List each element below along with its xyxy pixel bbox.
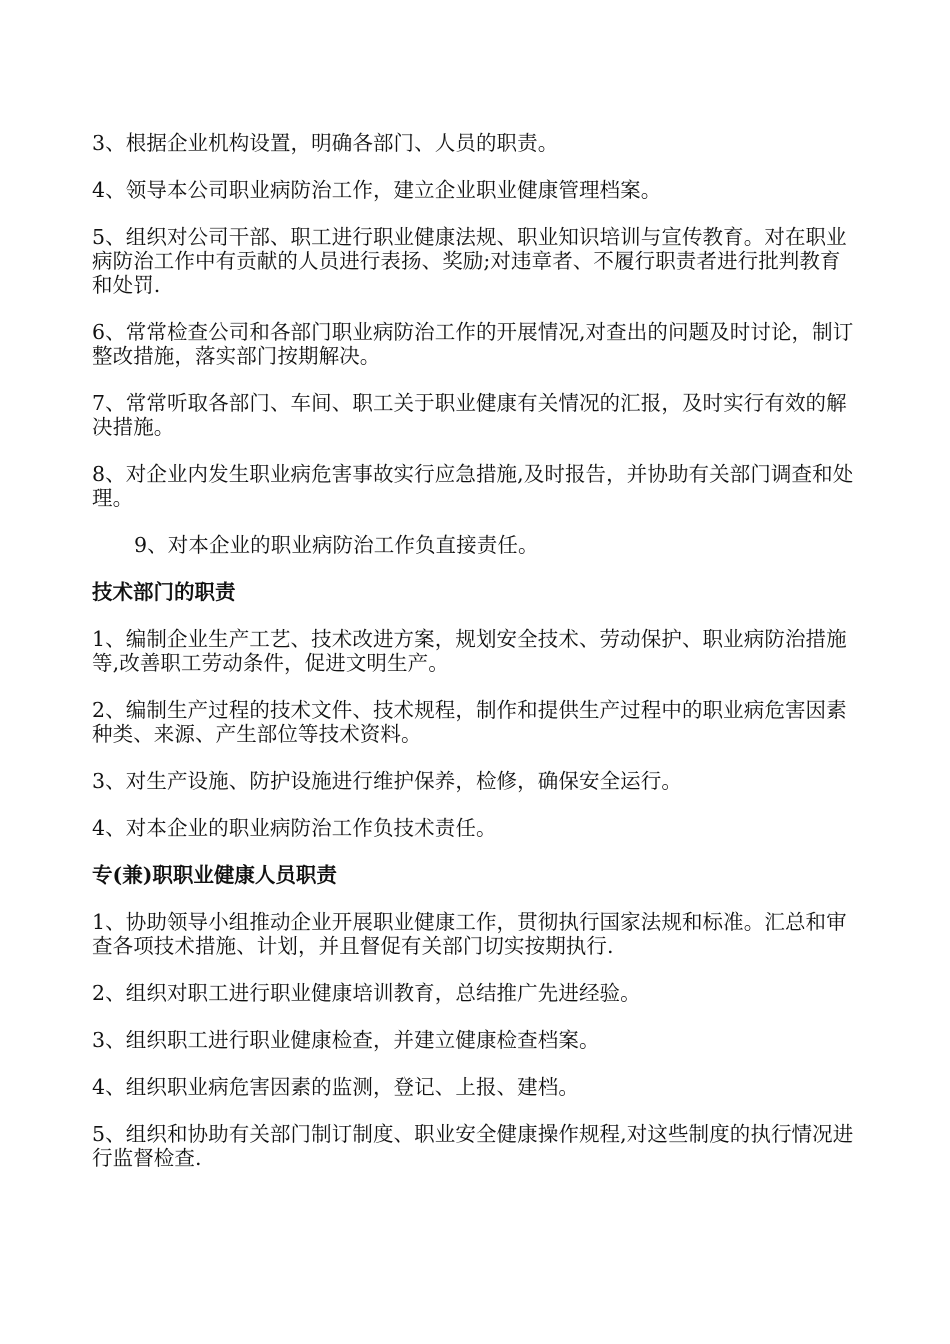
paragraph: 4、组织职业病危害因素的监测，登记、上报、建档。 (92, 1075, 579, 1099)
paragraph: 1、协助领导小组推动企业开展职业健康工作，贯彻执行国家法规和标准。汇总和审查各项技术措施、计划，并且督促有关部门切实按期执行. (92, 910, 847, 958)
section-heading: 技术部门的职责 (92, 580, 236, 604)
paragraph: 5、组织和协助有关部门制订制度、职业安全健康操作规程,对这些制度的执行情况进行监督检查. (92, 1122, 854, 1170)
indented-paragraph: 9、对本企业的职业病防治工作负直接责任。 (134, 533, 539, 557)
paragraph: 4、领导本公司职业病防治工作，建立企业职业健康管理档案。 (92, 178, 662, 202)
paragraph: 3、根据企业机构设置，明确各部门、人员的职责。 (92, 131, 559, 155)
paragraph: 3、对生产设施、防护设施进行维护保养，检修，确保安全运行。 (92, 769, 682, 793)
paragraph: 2、组织对职工进行职业健康培训教育，总结推广先进经验。 (92, 981, 641, 1005)
paragraph: 3、组织职工进行职业健康检查，并建立健康检查档案。 (92, 1028, 600, 1052)
paragraph: 4、对本企业的职业病防治工作负技术责任。 (92, 816, 497, 840)
paragraph: 1、编制企业生产工艺、技术改进方案，规划安全技术、劳动保护、职业病防治措施等,改善职工劳动条件，促进文明生产。 (92, 627, 847, 675)
paragraph: 7、常常听取各部门、车间、职工关于职业健康有关情况的汇报，及时实行有效的解决措施。 (92, 391, 847, 439)
section-heading: 专(兼)职职业健康人员职责 (92, 863, 337, 887)
paragraph: 2、编制生产过程的技术文件、技术规程，制作和提供生产过程中的职业病危害因素种类、来源、产生部位等技术资料。 (92, 698, 847, 746)
paragraph: 6、常常检查公司和各部门职业病防治工作的开展情况,对查出的问题及时讨论，制订整改措施，落实部门按期解决。 (92, 320, 854, 368)
paragraph: 8、对企业内发生职业病危害事故实行应急措施,及时报告，并协助有关部门调查和处理。 (92, 462, 854, 510)
document-body (92, 131, 860, 1193)
paragraph: 5、组织对公司干部、职工进行职业健康法规、职业知识培训与宣传教育。对在职业病防治工作中有贡献的人员进行表扬、奖励;对违章者、不履行职责者进行批判教育和处罚. (92, 225, 847, 297)
